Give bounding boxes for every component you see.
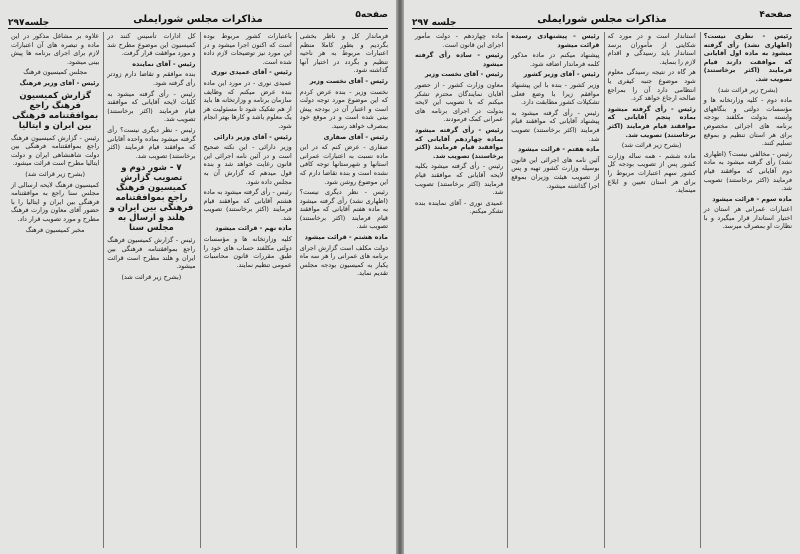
paragraph: رئیس - آقای نماینده	[132, 59, 196, 68]
paragraph: ماده هشتم - قرائت میشود	[304, 233, 388, 242]
paragraph: رئیس - آقای صفاری	[323, 132, 388, 141]
paragraph: رئیس - رأی گرفته میشود بماده پنجم آقایانی که موافقند قیام فرمایند (اکثر برخاستند) تصویب شد.	[607, 104, 696, 139]
text-column	[700, 32, 792, 548]
paragraph: عمیدی نوری - در مورد این ماده بنده عرض میکنم که وظایف سازمان برنامه و وزارتخانه ها باید از هم تفکیک شود تا مسئولیت هر یک معلوم باشد و کارها بهتر انجام شود.	[203, 78, 292, 130]
paragraph: آئین نامه های اجرائی این قانون بوسیله وزارت کشور تهیه و پس از تصویب هیئت وزیران بموقع اجرا گذاشته میشود.	[511, 155, 600, 190]
left-page	[0, 0, 396, 554]
paragraph: رئیس - نظر دیگری نیست؟ رأی گرفته میشود بماده واحده آقایانی که موافقند قیام فرمایند (اکثر برخاستند) تصویب شد.	[107, 125, 196, 160]
paragraph: وزیر کشور - بنده با این پیشنهاد موافقم زیرا با وضع فعلی تشکیلات کشور مطابقت دارد.	[511, 80, 600, 107]
section-heading: ۷ - شور دوم و تصویب گزارش کمیسیون فرهنگ راجع بموافقتنامه فرهنگی بین ایران و هلند و ارسال به مجلس سنا	[109, 163, 194, 234]
paragraph: ماده هفتم - قرائت میشود	[518, 145, 600, 154]
page-title: مذاکرات مجلس شورایملی	[537, 14, 667, 25]
paragraph: رئیس - آقای وزیر کشور	[523, 70, 600, 79]
page-number: صفحه۴	[759, 10, 792, 20]
paragraph: ماده چهاردهم - دولت مأمور اجرای این قانون است.	[415, 32, 504, 49]
page-number: صفحه۵	[355, 10, 388, 20]
paragraph: (بشرح زیر قرائت شد)	[621, 141, 682, 150]
paragraph: استاندار است و در مورد که شکایتی از مأموران برسد استاندار باید رسیدگی و اقدام لازم را بنماید.	[607, 32, 696, 66]
paragraph: مخبر کمیسیون فرهنگ	[25, 225, 85, 234]
session-number: جلسه ۲۹۷	[412, 18, 457, 28]
right-page	[404, 0, 800, 554]
paragraph: مجلس کمیسیون فرهنگ	[23, 68, 87, 77]
paragraph: رئیس - آقای عمیدی نوری	[211, 68, 292, 77]
paragraph: رئیس - رأی گرفته میشود بماده چهاردهم آقایانی که موافقند قیام فرمایند (اکثر برخاستند) تصویب شد.	[415, 125, 504, 160]
paragraph: هر گاه در نتیجه رسیدگی معلوم شود موضوع جنبه کیفری یا انتظامی دارد آن را بمراجع صالحه ارجاع خواهد کرد.	[607, 68, 696, 103]
paragraph: رئیس - آقای وزیر فرهنگ	[19, 78, 100, 87]
paragraph: ماده دوم - کلیه وزارتخانه ها و مؤسسات دولتی و بنگاههای وابسته بدولت مکلفند بودجه برنامه های اجرائی مخصوص برای هر استان تنظیم و بموقع تسلیم کنند.	[703, 96, 792, 148]
session-number: جلسه۲۹۷	[8, 18, 50, 28]
text-column	[103, 32, 195, 548]
paragraph: باعتبارات کشور مربوط بوده است که اکنون اجرا میشود و در این مورد نیز توضیحات لازم داده شده است.	[203, 32, 292, 66]
paragraph: رئیس - مخالفی نیست؟ (اظهاری نشد) رأی گرفته میشود به ماده دوم آقایانی که موافقند قیام فرمایند (اکثر برخاستند) تصویب شد.	[703, 149, 792, 193]
paragraph: رئیس - گزارش کمیسیون فرهنگ راجع بموافقتنامه فرهنگی بین دولت شاهنشاهی ایران و دولت ایتالیا مطرح است قرائت میشود.	[11, 133, 100, 168]
text-column	[8, 32, 99, 548]
left-columns	[8, 32, 388, 548]
paragraph: صفاری - عرض کنم که در این ماده نسبت به اعتبارات عمرانی استانها و شهرستانها توجه کافی نشده است و بنده تقاضا دارم که این موضوع روشن شود.	[299, 143, 388, 186]
text-column	[412, 32, 503, 548]
paragraph: ماده سوم - قرائت میشود	[712, 194, 792, 203]
paragraph: عمیدی نوری - آقای نماینده بنده تشکر میکنم.	[415, 198, 504, 216]
paragraph: نخست وزیر - بنده عرض کردم که این موضوع مورد توجه دولت است و اعتبار آن در بودجه پیش بینی شده است و در موقع خود بمصرف خواهد رسید.	[299, 87, 388, 130]
page-fold	[396, 0, 404, 554]
paragraph: بنده موافقم و تقاضا دارم زودتر رأی گرفته شود.	[107, 70, 196, 87]
paragraph: رئیس - آقای نخست وزیر	[309, 76, 388, 85]
paragraph: رئیس - پیشنهادی رسیده قرائت میشود	[511, 32, 600, 49]
text-column	[507, 32, 599, 548]
paragraph: دولت مکلف است گزارش اجرای برنامه های عمرانی را هر سه ماه یکبار به کمیسیون بودجه مجلس تقدیم نماید.	[299, 243, 388, 278]
paragraph: رئیس - رأی گرفته میشود به پیشنهاد آقایانی که موافقند قیام فرمایند (اکثر برخاستند) تصویب شد.	[511, 108, 600, 143]
left-page-header	[8, 6, 388, 29]
paragraph: رئیس - رأی گرفته میشود به ماده هشتم آقایانی که موافقند قیام فرمایند (اکثر برخاستند) تصویب شد.	[203, 188, 292, 222]
right-page-header	[412, 6, 792, 29]
paragraph: ماده ششم - همه ساله وزارت کشور پس از تصویب بودجه کل کشور سهم اعتبارات مربوط را برای هر استان تعیین و ابلاغ مینماید.	[607, 151, 696, 195]
section-heading: گزارش کمیسیون فرهنگ راجع بموافقتنامه فرهنگی بین ایران و ایتالیا	[12, 90, 99, 131]
text-column	[604, 32, 696, 548]
right-columns	[412, 32, 792, 548]
paragraph: رئیس - رأی گرفته میشود بکلیه لایحه آقایانی که موافقند قیام فرمایند (اکثر برخاستند) تصویب شد.	[415, 162, 504, 197]
paragraph: رئیس - نظری نیست؟ (اظهاری نشد) رأی گرفته میشود به ماده اول آقایانی که موافقت دارند قیام فرمایند (اکثر برخاستند) تصویب شد.	[703, 32, 792, 83]
paragraph: رئیس - رأی گرفته میشود به کلیات لایحه آقایانی که موافقند قیام فرمایند (اکثر برخاستند) تصویب شد.	[107, 89, 196, 124]
paragraph: رئیس - گزارش کمیسیون فرهنگ راجع بموافقتنامه فرهنگی بین ایران و هلند مطرح است قرائت میشود.	[107, 236, 196, 271]
paragraph: اعتبارات عمرانی هر استان در اختیار استاندار قرار میگیرد و با نظارت او بمصرف میرسد.	[703, 205, 792, 231]
paragraph: رئیس - آقای نخست وزیر	[425, 70, 504, 79]
paragraph: فرماندار کل و ناظر بخشی بگردیم و بطور کاملا منظم اعتبارات مربوط به هر ناحیه تنظیم و بگردد در اختیار آنها گذاشته شود.	[299, 32, 388, 75]
paragraph: رئیس - آقای وزیر دارائی	[213, 132, 292, 141]
paragraph: (بشرح زیر قرائت شد)	[25, 169, 85, 178]
paragraph: کل ادارات تأسیس کنند در کمیسیون این موضوع مطرح شد و مورد موافقت قرار گرفت.	[107, 32, 196, 58]
paragraph: رئیس - نظر دیگری نیست؟ (اظهاری نشد) رأی گرفته میشود به ماده هفتم آقایانی که موافقند قیام فرمایند (اکثر برخاستند) تصویب شد.	[299, 188, 388, 231]
paragraph: پیشنهاد میکنم در ماده مذکور کلمه فرماندار اضافه شود.	[511, 51, 600, 68]
paragraph: رئیس - ساده رأی گرفته میشود	[415, 51, 504, 68]
paragraph: کمیسیون فرهنگ لایحه ارسالی از مجلس سنا راجع به موافقتنامه فرهنگی بین ایران و ایتالیا را با حضور آقای معاون وزارت فرهنگ مطرح و مورد تصویب قرار داد.	[11, 180, 100, 223]
paragraph: کلیه وزارتخانه ها و مؤسسات دولتی مکلفند حساب های خود را طبق مقررات قانون محاسبات عمومی تنظیم نمایند.	[203, 235, 292, 269]
paragraph: وزیر دارائی - این نکته صحیح است و در آئین نامه اجرائی این قانون رعایت خواهد شد و بنده قول میدهم که گزارش آن به مجلس داده شود.	[203, 143, 292, 186]
paragraph: ماده نهم - قرائت میشود	[215, 224, 292, 233]
paragraph: (بشرح زیر قرائت شد)	[121, 272, 182, 281]
paragraph: معاون وزارت کشور - از حضور آقایان نمایندگان محترم تشکر میکنم که با تصویب این لایحه بدولت در اجرای برنامه های عمرانی کمک فرمودند.	[415, 80, 504, 124]
text-column	[200, 32, 292, 548]
page-title: مذاکرات مجلس شورایملی	[133, 14, 263, 25]
paragraph: (بشرح زیر قرائت شد)	[718, 85, 778, 94]
text-column	[296, 32, 388, 548]
paragraph: علاوه بر مشاغل مذکور در این ماده و تبصره های آن اعتبارات لازم برای اجرای برنامه ها پیش بینی میشود.	[11, 32, 100, 66]
